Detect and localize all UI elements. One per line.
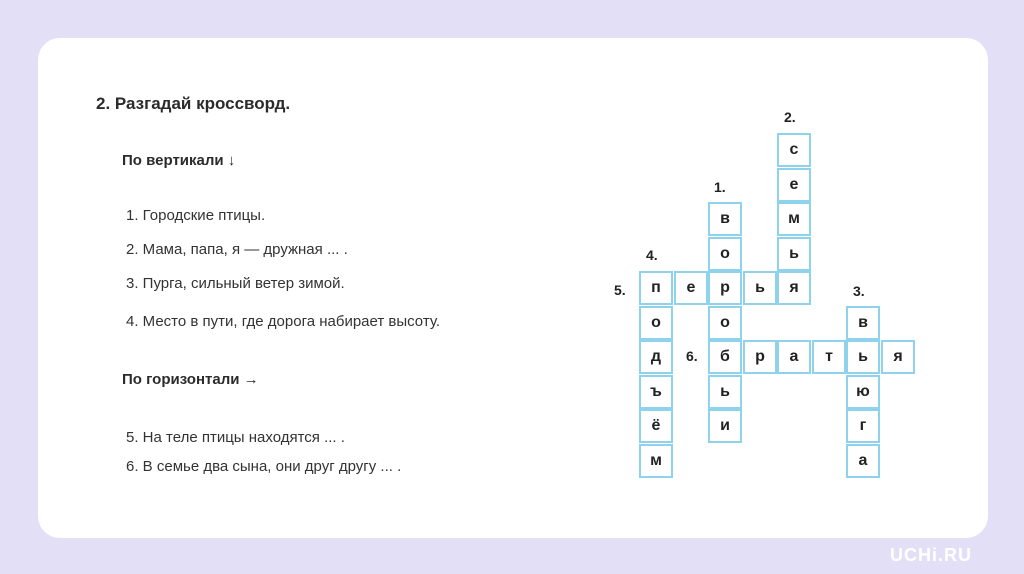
horizontal-clue-5: 5. На теле птицы находятся ... .	[126, 429, 345, 446]
crossword-cell: б	[708, 340, 742, 374]
crossword-cell: ю	[846, 375, 880, 409]
crossword-cell: ь	[777, 237, 811, 271]
crossword-cell: ь	[846, 340, 880, 374]
crossword-cell: р	[743, 340, 777, 374]
clue-number-5: 5.	[614, 282, 626, 298]
crossword-cell: д	[639, 340, 673, 374]
crossword-cell: м	[639, 444, 673, 478]
vertical-clue-4: 4. Место в пути, где дорога набирает высоту.	[126, 313, 441, 330]
horizontal-clue-6: 6. В семье два сына, они друг другу ... .	[126, 458, 402, 475]
vertical-clue-1: 1. Городские птицы.	[126, 207, 266, 224]
horizontal-heading: По горизонтали →	[122, 371, 259, 388]
crossword-cell: е	[674, 271, 708, 305]
crossword-cell: о	[639, 306, 673, 340]
crossword-cell: п	[639, 271, 673, 305]
crossword-cell: о	[708, 306, 742, 340]
vertical-clue-3: 3. Пурга, сильный ветер зимой.	[126, 275, 345, 292]
crossword-cell: с	[777, 133, 811, 167]
crossword-cell: м	[777, 202, 811, 236]
crossword-cell: ь	[708, 375, 742, 409]
clue-number-6: 6.	[686, 348, 698, 364]
crossword-cell: ё	[639, 409, 673, 443]
clue-number-1: 1.	[714, 179, 726, 195]
clue-number-3: 3.	[853, 283, 865, 299]
crossword-cell: ъ	[639, 375, 673, 409]
crossword-cell: т	[812, 340, 846, 374]
vertical-heading: По вертикали ↓	[122, 152, 236, 169]
crossword-cell: о	[708, 237, 742, 271]
crossword-cell: я	[881, 340, 915, 374]
clue-number-4: 4.	[646, 247, 658, 263]
clue-number-2: 2.	[784, 109, 796, 125]
crossword-cell: я	[777, 271, 811, 305]
crossword-cell: р	[708, 271, 742, 305]
crossword-cell: г	[846, 409, 880, 443]
crossword-cell: в	[708, 202, 742, 236]
task-title: 2. Разгадай кроссворд.	[96, 94, 291, 113]
crossword-cell: е	[777, 168, 811, 202]
crossword-cell: и	[708, 409, 742, 443]
crossword-cell: а	[846, 444, 880, 478]
crossword-cell: а	[777, 340, 811, 374]
crossword-cell: в	[846, 306, 880, 340]
vertical-clue-2: 2. Мама, папа, я — дружная ... .	[126, 241, 348, 258]
uchi-logo: UCHi.RU	[890, 545, 972, 565]
crossword-cell: ь	[743, 271, 777, 305]
